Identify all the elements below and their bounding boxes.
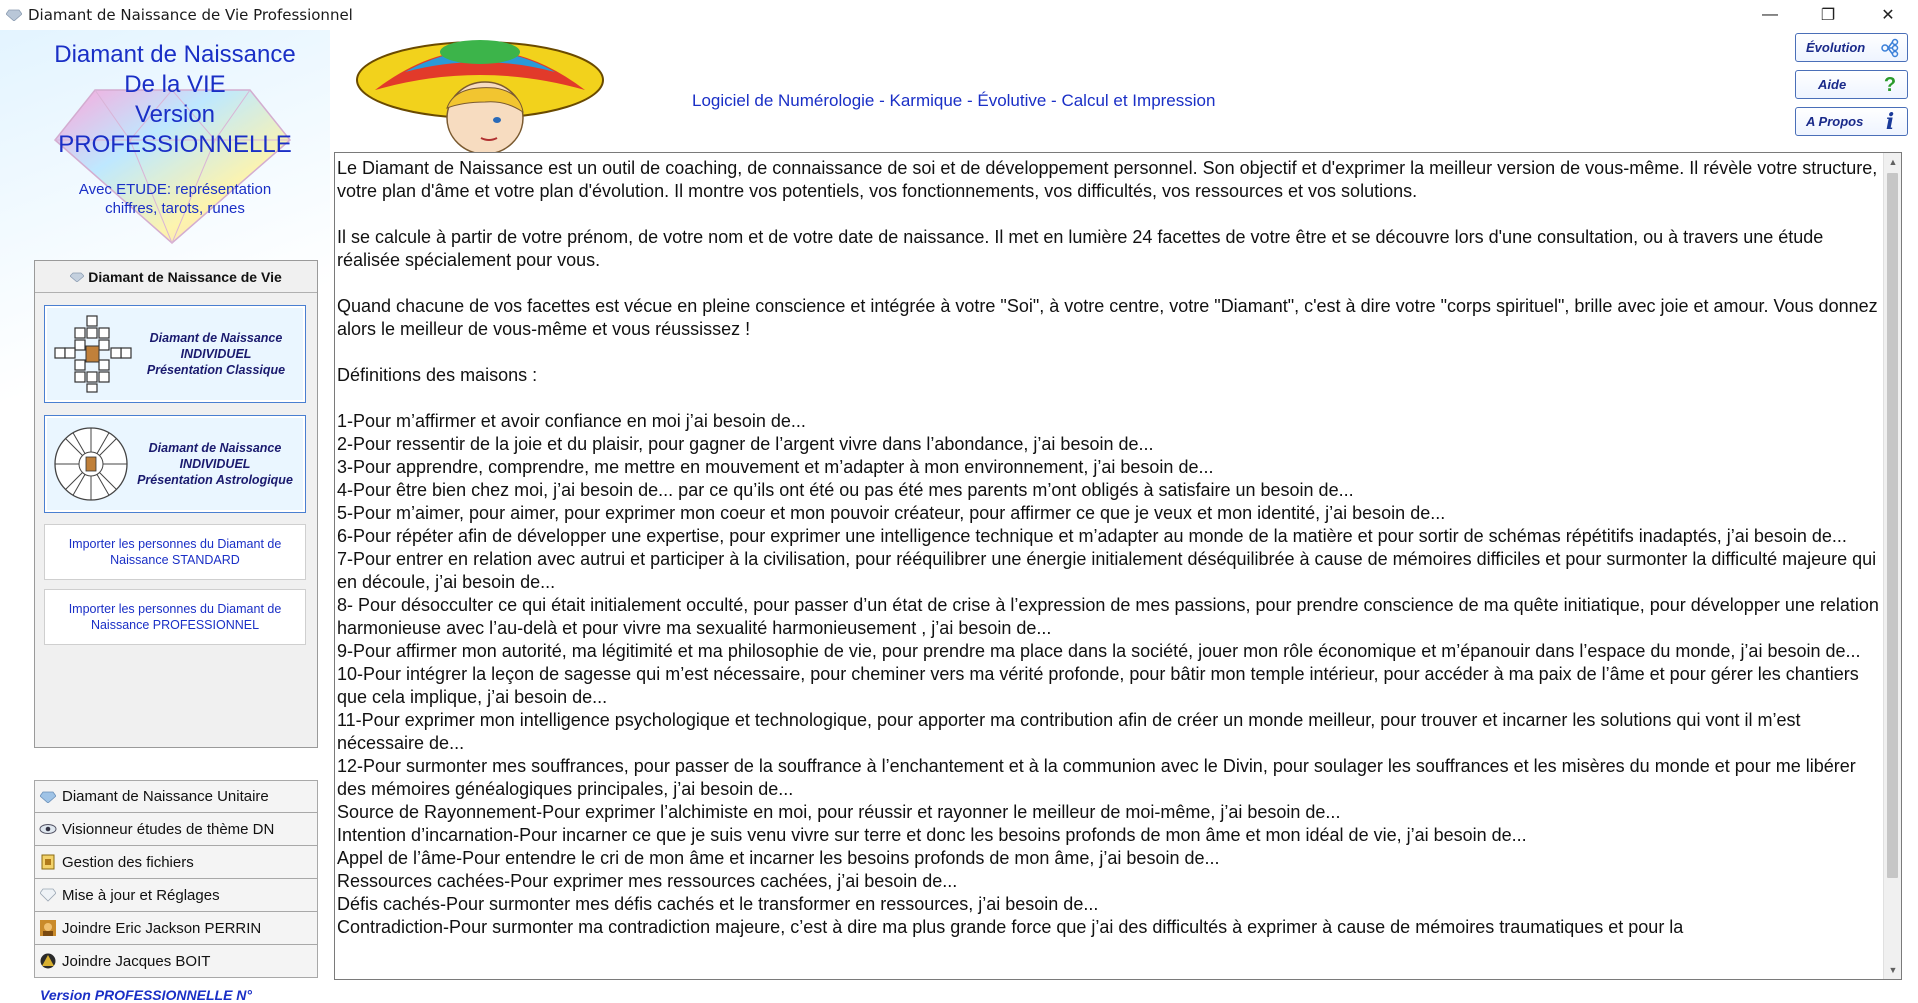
- etude-caption: [50, 180, 300, 218]
- card1-line-2: INDIVIDUEL: [180, 347, 252, 361]
- card1-line-1: Diamant de Naissance: [149, 331, 283, 345]
- card2-line-3: Présentation Astrologique: [137, 473, 293, 487]
- definition-line: Appel de l’âme-Pour entendre le cri de mon âme et incarner les besoins profonds de mon âme, j’ai besoin de...: [337, 848, 1220, 868]
- nav-label: Joindre Eric Jackson PERRIN: [62, 919, 262, 937]
- card2-line-1: Diamant de Naissance: [148, 441, 282, 455]
- definition-line: 10-Pour intégrer la leçon de sagesse qui m’est nécessaire, pour cheminer vers ma vérité profonde, pour bâtir mon temple intérieur, pour accéder à ma paix de l’âme et pour gérer les chantiers que cela implique, j’ai besoin de...: [337, 664, 1859, 707]
- card2-line-2: INDIVIDUEL: [179, 457, 251, 471]
- menu-header: [35, 261, 317, 293]
- etude-line-2: chiffres, tarots, runes: [105, 200, 245, 217]
- definition-line: 3-Pour apprendre, comprendre, me mettre en mouvement et m’adapter à mon environnement, j’ai besoin de...: [337, 457, 1214, 477]
- import-pro-button[interactable]: Importer les personnes du Diamant de Naissance PROFESSIONNEL: [44, 589, 306, 645]
- minimize-button[interactable]: —: [1762, 6, 1778, 23]
- intro-paragraph-2: Il se calcule à partir de votre prénom, de votre nom et de votre date de naissance. Il met en lumière 24 facettes de votre être et se découvre lors d'une consultation, ou à travers une étude réalisée spécialement pour vous.: [337, 227, 1824, 270]
- nav-label: Diamant de Naissance Unitaire: [62, 788, 269, 805]
- scroll-up-arrow-icon[interactable]: ▲: [1888, 157, 1898, 167]
- definition-line: Intention d’incarnation-Pour incarner ce que je suis venu vivre sur terre et donc les besoins profonds de mon âme et mon idéal de vie, j’ai besoin de...: [337, 825, 1527, 845]
- definition-line: 7-Pour entrer en relation avec autrui et participer à la civilisation, pour rééquilibrer une énergie initialement déséquilibrée à cause de mémoires difficiles et pour surmonter la difficulté majeure qui en découle, j’ai besoin de...: [337, 549, 1877, 592]
- eye-icon: [39, 821, 57, 837]
- individuel-classique-button[interactable]: [44, 305, 306, 403]
- intro-paragraph-1: Le Diamant de Naissance est un outil de coaching, de connaissance de soi et de développement personnel. Son objectif et d'exprimer la meilleur version de vous-même. Il révèle votre structure, votre plan d'âme et votre plan d'évolution. Il montre vos potentiels, vos fonctionnements, vos difficultés, vos ressources et vos solutions.: [337, 158, 1878, 201]
- header-area: [330, 30, 1918, 152]
- logo-line-3: Version: [134, 101, 216, 128]
- intro-paragraph-3: Quand chacune de vos facettes est vécue en pleine conscience et intégrée à votre "Soi", à votre centre, votre "Diamant", c'est à dire votre "corps spirituel", brille avec joie et amour. Vous donnez alors le meilleur de vous-même et vous réussissez !: [337, 296, 1878, 339]
- scroll-thumb[interactable]: [1887, 173, 1898, 878]
- logo-line-1: Diamant de Naissance: [54, 41, 296, 68]
- nav-label: Gestion des fichiers: [62, 853, 194, 871]
- definition-line: Défis cachés-Pour surmonter mes défis cachés et le transformer en ressources, j’ai besoin de...: [337, 894, 1099, 914]
- menu-header-label: Diamant de Naissance de Vie: [88, 268, 282, 285]
- diamond-icon: [39, 789, 57, 805]
- settings-icon: [39, 887, 57, 903]
- nav-item-diamant-unitaire[interactable]: [34, 780, 318, 813]
- scroll-down-arrow-icon[interactable]: ▼: [1888, 965, 1898, 975]
- logo-line-2: De la VIE: [124, 71, 226, 98]
- nav-label: Joindre Jacques BOIT: [62, 952, 211, 970]
- nav-list: [34, 780, 318, 978]
- classic-grid-icon: [53, 314, 133, 394]
- definition-line: 4-Pour être bien chez moi, j’ai besoin de... par ce qu’ils ont été ou pas été mes parents m’ont obligés à satisfaire un besoin de...: [337, 480, 1354, 500]
- definitions-title: Définitions des maisons :: [337, 365, 538, 385]
- description-textbox[interactable]: [334, 152, 1902, 980]
- evolution-label: Évolution: [1806, 40, 1866, 55]
- definition-line: 5-Pour m’aimer, pour aimer, pour exprimer mon coeur et mon pouvoir créateur, pour affirmer ce que je veux et mon identité, j’ai besoin de...: [337, 503, 1446, 523]
- astro-wheel-icon: [51, 424, 131, 504]
- version-label: Version PROFESSIONNELLE N°: [40, 987, 253, 1003]
- definition-line: 11-Pour exprimer mon intelligence psychologique et technologique, pour apporter ma contribution afin de créer un monde meilleur, pour trouver et incarner les solutions qui vont il m’est nécessaire de...: [337, 710, 1801, 753]
- file-icon: [39, 854, 57, 870]
- nav-item-joindre-eric[interactable]: [34, 912, 318, 945]
- maximize-button[interactable]: ❐: [1820, 7, 1836, 24]
- definition-line: 2-Pour ressentir de la joie et du plaisir, pour gagner de l’argent vivre dans l’abondance, j’ai besoin de...: [337, 434, 1154, 454]
- left-panel: [0, 30, 330, 1003]
- nav-label: Mise à jour et Réglages: [62, 886, 220, 904]
- emblem-icon: [39, 953, 57, 969]
- logo-line-4: PROFESSIONNELLE: [58, 131, 292, 158]
- app-slogan: Logiciel de Numérologie - Karmique - Évolutive - Calcul et Impression: [692, 91, 1216, 110]
- help-icon: ?: [1883, 73, 1897, 96]
- diamond-menu-panel: [34, 260, 318, 748]
- import-standard-button[interactable]: Importer les personnes du Diamant de Naissance STANDARD: [44, 524, 306, 580]
- nav-label: Visionneur études de thème DN: [62, 820, 275, 838]
- definition-line: Source de Rayonnement-Pour exprimer l’alchimiste en moi, pour réussir et rayonner le meilleur de moi-même, j’ai besoin de...: [337, 802, 1341, 822]
- individuel-astrologique-button[interactable]: [44, 415, 306, 513]
- nav-item-gestion-fichiers[interactable]: [34, 846, 318, 879]
- definition-line: 8- Pour désocculter ce qui était initialement occulté, pour passer d’un état de crise à l’expression de mes passions, pour prendre conscience de ma quête initiatique, pour développer une relation harmonieuse avec l’au-delà et pour vivre ma sexualité harmonieusement , j’ai besoin de...: [337, 595, 1879, 638]
- card1-line-3: Présentation Classique: [146, 363, 286, 377]
- card1-text: [133, 330, 305, 378]
- definition-line: 12-Pour surmonter mes souffrances, pour passer de la souffrance à l’enchantement et à la communion avec le Divin, pour soulager les souffrances et les misères du monde et pour me libérer des mémoires généalogiques principales, j’ai besoin de...: [337, 756, 1856, 799]
- aide-button[interactable]: [1795, 70, 1908, 99]
- close-button[interactable]: ✕: [1881, 7, 1895, 24]
- definition-line: 9-Pour affirmer mon autorité, ma légitimité et ma philosophie de vie, pour prendre ma place dans la société, jouer mon rôle économique et m’épanouir dans l’espace du monde, j’ai besoin de...: [337, 641, 1861, 661]
- portrait-icon: [39, 920, 57, 936]
- definition-line: Ressources cachées-Pour exprimer mes ressources cachées, j’ai besoin de...: [337, 871, 958, 891]
- nav-item-mise-a-jour[interactable]: [34, 879, 318, 912]
- diamond-icon: [70, 272, 84, 282]
- etude-line-1: Avec ETUDE: représentation: [78, 181, 272, 198]
- definition-line: 1-Pour m’affirmer et avoir confiance en moi j’ai besoin de...: [337, 411, 806, 431]
- vertical-scrollbar[interactable]: [1883, 153, 1901, 979]
- definition-line: 6-Pour répéter afin de développer une expertise, pour exprimer une intelligence technique et m’adapter au monde de la matière et pour sortir de schémas répétitifs inadaptés, j’ai besoin de...: [337, 526, 1847, 546]
- network-icon: [1879, 37, 1901, 59]
- definition-line: Contradiction-Pour surmonter ma contradiction majeure, c’est à dire ma plus grande force que j’ai des difficultés à exprimer à cause de mémoires traumatiques et pour la: [337, 917, 1684, 937]
- title-bar: [0, 0, 1918, 30]
- evolution-button[interactable]: [1795, 33, 1908, 62]
- jester-illustration: [355, 30, 605, 152]
- apropos-button[interactable]: [1795, 107, 1908, 136]
- info-icon: i: [1885, 109, 1895, 135]
- nav-item-joindre-jacques[interactable]: [34, 945, 318, 978]
- app-logo-title: [40, 40, 310, 160]
- aide-label: Aide: [1818, 77, 1847, 92]
- nav-item-visionneur[interactable]: [34, 813, 318, 846]
- apropos-label: A Propos: [1806, 114, 1864, 129]
- window-title: Diamant de Naissance de Vie Professionnel: [28, 6, 353, 24]
- description-text: [337, 157, 1883, 939]
- card2-text: [131, 440, 305, 488]
- app-diamond-icon: [6, 9, 22, 21]
